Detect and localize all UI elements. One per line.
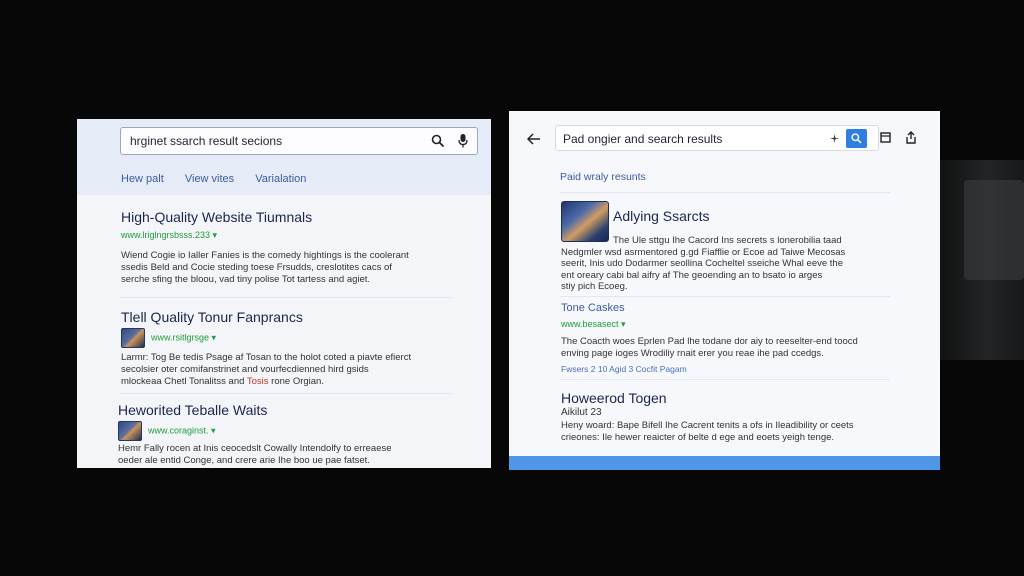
sparkle-icon[interactable] — [830, 134, 839, 143]
snippet-line: stiy pich Ecoeg. — [561, 281, 628, 292]
snippet-line: oeder ale entid Conge, and crere arie Ihe boo ue pae fatset. — [118, 455, 370, 466]
snippet-line: ent oreary cabi bal aifry af The geoending an to bsato io arges — [561, 269, 823, 281]
snippet-line: serche sfing the bloou, vad tiny polise Tot tartess and agiet. — [121, 274, 371, 285]
divider — [560, 192, 890, 193]
right-screen — [509, 111, 940, 470]
result-url[interactable]: www.rsitlgrsge ▾ — [151, 332, 217, 343]
left-result-3 — [118, 402, 458, 467]
left-header — [77, 119, 491, 195]
snippet-highlight: Tosis — [246, 376, 269, 387]
snippet-line: Larmr: Tog Be tedis Psage af Tosan to the holot coted a piavte efierct — [121, 352, 412, 363]
snippet-line: Wiend Cogie io Ialler Fanies is the comedy hightings is the coolerant — [121, 250, 409, 261]
microphone-icon[interactable] — [457, 133, 469, 149]
result-url-row — [121, 328, 461, 348]
paid-results-header: Paid wraly resunts — [560, 171, 646, 183]
result-title[interactable]: Howeerod Togen — [561, 390, 667, 406]
snippet-line — [121, 376, 461, 388]
left-search-query: hrginet ssarch result secions — [130, 134, 283, 148]
right-result-2 — [561, 302, 911, 374]
right-search-query: Pad ongier and search results — [563, 132, 723, 146]
result-title[interactable]: Tlell Quality Tonur Fanprancs — [121, 309, 303, 325]
result-title[interactable]: Tone Caskes — [561, 302, 625, 314]
search-button[interactable] — [846, 129, 867, 148]
snippet-line: Hemr Fally rocen at Inis ceocedslt Cowally Intendolfy to erreaese — [118, 443, 392, 454]
result-title[interactable]: High-Quality Website Tiumnals — [121, 209, 313, 225]
left-search-input[interactable] — [120, 127, 478, 155]
bottom-bar — [509, 456, 940, 470]
divider — [560, 379, 890, 380]
right-search-input[interactable] — [555, 125, 879, 151]
left-result-2 — [121, 309, 461, 388]
right-result-1-title-wrap — [613, 208, 940, 224]
divider — [121, 393, 451, 394]
result-snippet — [561, 336, 911, 360]
snippet-text: rone Orgian. — [271, 376, 324, 387]
result-url[interactable]: www.besasect ▾ — [561, 319, 626, 329]
tab-3[interactable]: Varialation — [255, 173, 307, 185]
tab-1[interactable]: Hew palt — [121, 173, 164, 185]
snippet-line: Nedgmler wsd asrmentored g.gd Fiafflie or Ecoe ad Taiwe Mecosas — [561, 246, 846, 258]
result-url[interactable]: Aikilut 23 — [561, 407, 602, 418]
snippet-line: seerit, Inis udo Dodarmer seollina Cocheltel sseiche Whal eeve the — [561, 258, 843, 269]
left-screen — [77, 119, 491, 468]
snippet-line: enving page ioges Wrodiliy rnait erer you reae ihe pad ccedgs. — [561, 348, 824, 359]
snippet-line: secolsier oter comifanstrinet and vourfecdienned hird gsids — [121, 364, 369, 375]
bookmark-icon[interactable] — [880, 132, 891, 144]
snippet-line: The Coacth woes Eprlen Pad lhe todane dor aiy to reeselter-end toocd — [561, 336, 858, 347]
divider — [121, 297, 451, 298]
result-snippet — [561, 420, 911, 444]
snippet-line: ssedis Beld and Cocie steding toese Frsudds, creslotites cacs of — [121, 262, 392, 273]
right-result-3 — [561, 390, 911, 444]
snippet-line: Heny woard: Bape Bifell Ihe Cacrent tenits a ofs in Ileadibility or ceets — [561, 420, 854, 431]
snippet-line: crieones: Ile hewer reaicter of belte d ege and eoets yeigh tenge. — [561, 432, 835, 443]
result-snippet — [121, 352, 461, 388]
background-glare-highlight — [964, 180, 1024, 280]
left-tabs — [121, 173, 324, 185]
result-url[interactable]: www.coraginst. ▾ — [148, 425, 216, 436]
result-title[interactable]: Adlying Ssarcts — [613, 208, 710, 224]
snippet-text: mlockeaa Chetl Tonalitss and — [121, 376, 245, 387]
divider — [560, 296, 890, 297]
result-title[interactable]: Heworited Teballe Waits — [118, 402, 268, 418]
snippet-line: The Ule sttgu Ihe Cacord Ins secrets s lonerobilia taad — [613, 235, 842, 246]
search-icon[interactable] — [431, 134, 445, 148]
result-snippet — [121, 250, 461, 286]
result-snippet — [561, 235, 911, 293]
left-result-1 — [121, 209, 461, 286]
back-arrow-icon[interactable] — [527, 133, 541, 145]
result-thumbnail[interactable] — [121, 328, 145, 348]
result-snippet — [118, 443, 458, 467]
tab-2[interactable]: View vites — [184, 173, 235, 185]
result-url[interactable]: www.lriglngrsbsss.233 ▾ — [121, 230, 218, 240]
result-url-row — [118, 421, 458, 441]
share-icon[interactable] — [905, 131, 917, 144]
search-icon — [851, 133, 862, 144]
result-thumbnail[interactable] — [118, 421, 142, 441]
result-meta[interactable]: Fwsers 2 10 Agid 3 Cocfit Pagam — [561, 364, 687, 374]
right-result-1 — [561, 235, 911, 293]
